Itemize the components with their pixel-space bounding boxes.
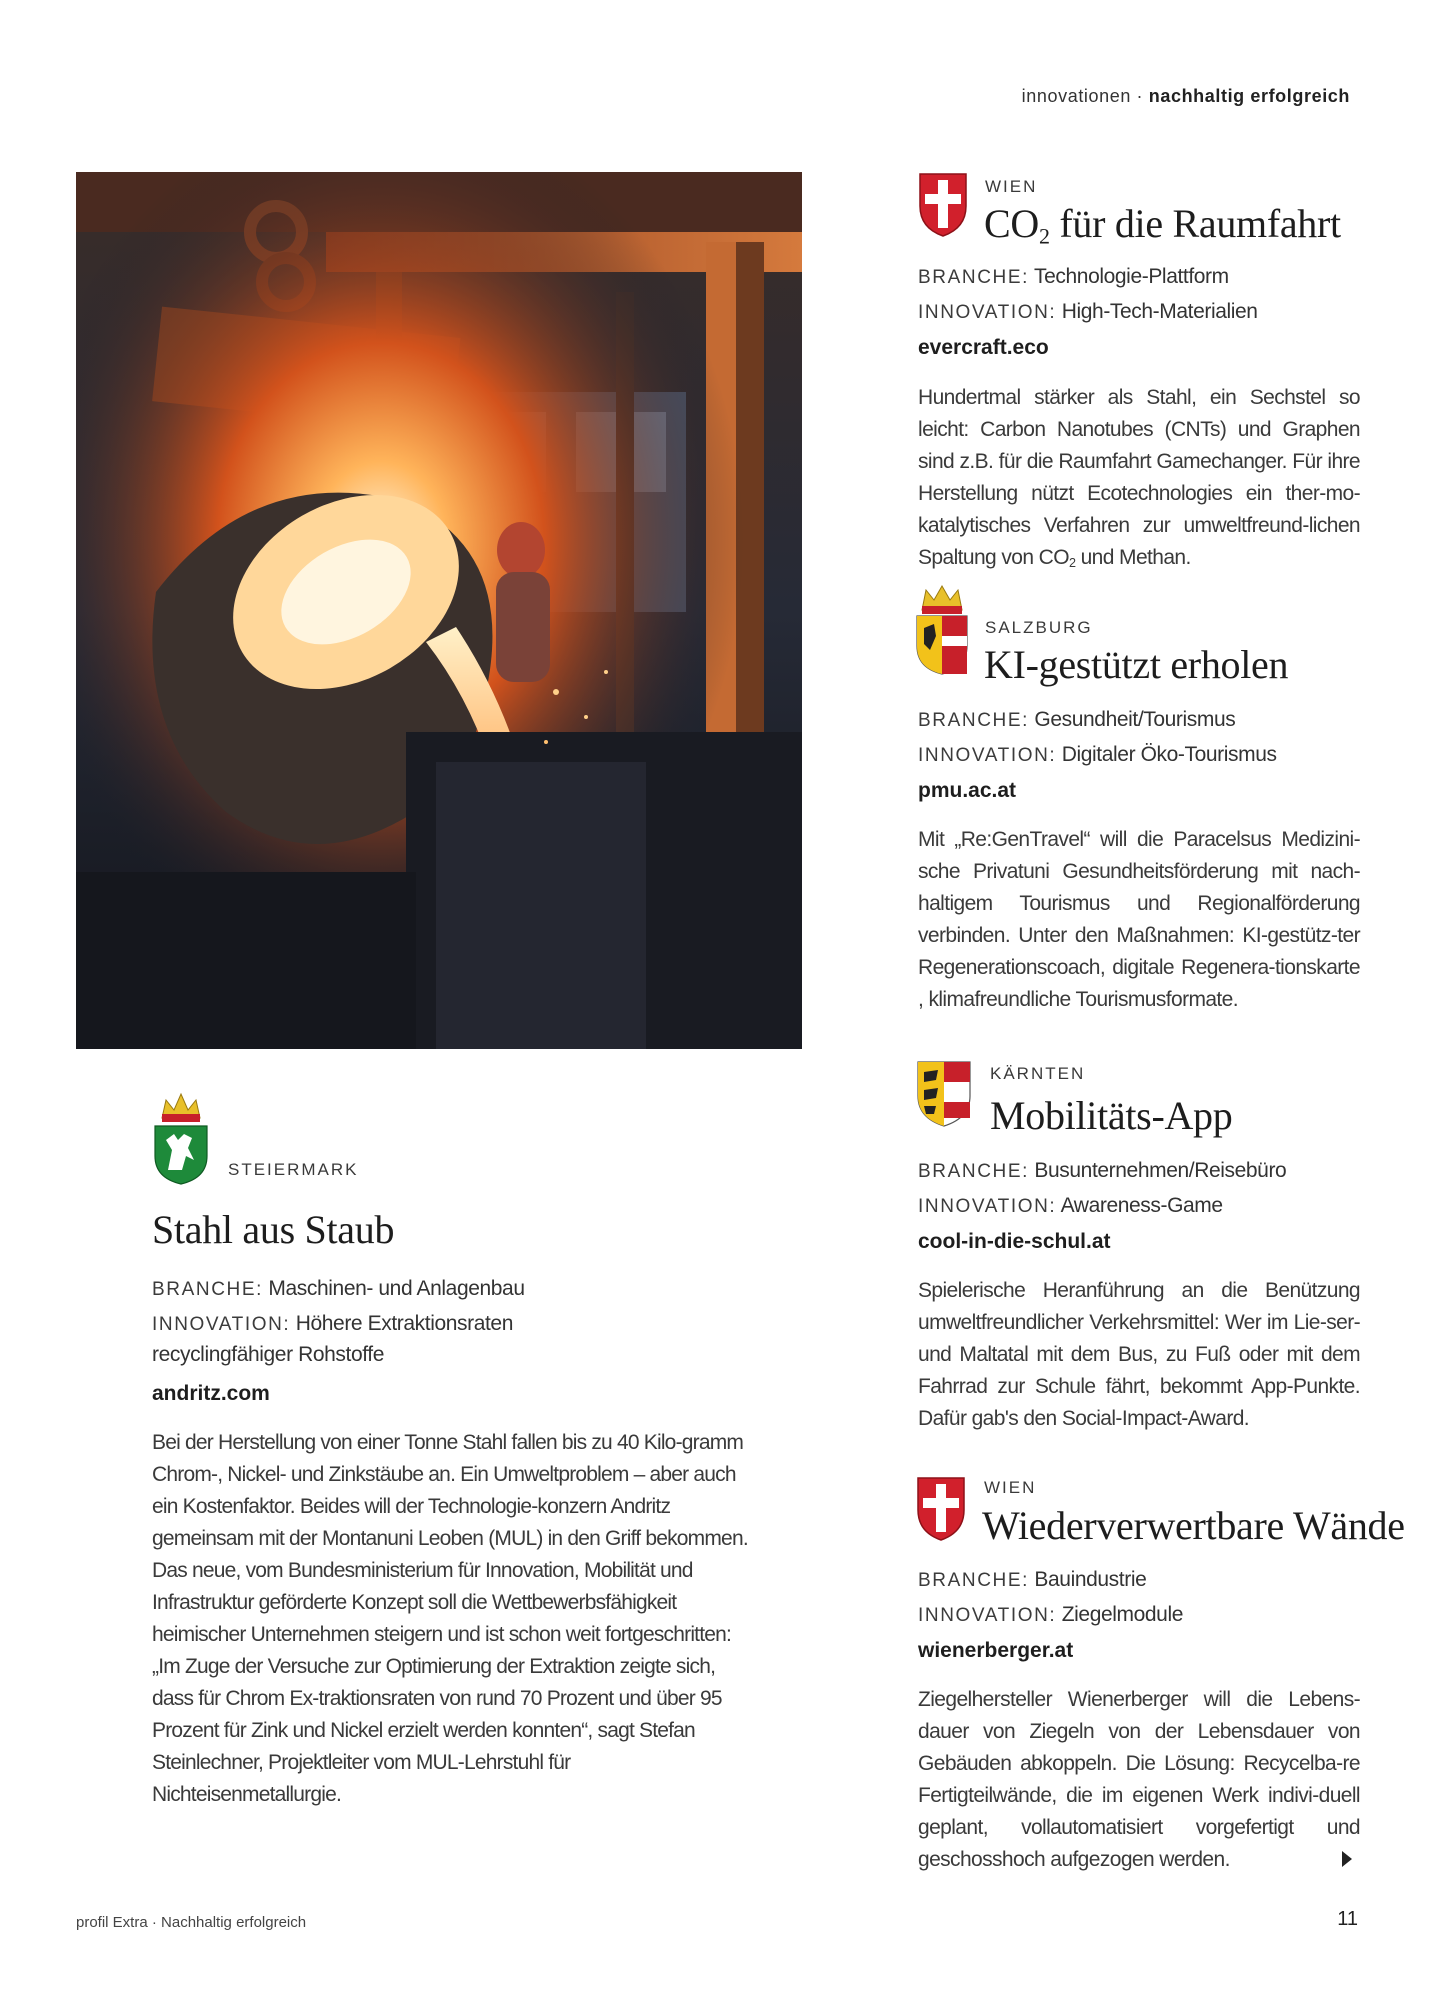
footer-publication: profil Extra · Nachhaltig erfolgreich — [76, 1914, 307, 1931]
header-section-bold: nachhaltig erfolgreich — [1148, 86, 1350, 106]
innovation-label: INNOVATION: — [152, 1314, 291, 1335]
innovation-value: High-Tech-Materialien — [1056, 300, 1258, 323]
steel-pouring-photo — [76, 172, 802, 1049]
article-meta — [918, 703, 1277, 773]
article-meta — [918, 1154, 1286, 1224]
wien-coat-of-arms-icon — [916, 1476, 966, 1542]
article-title: Wiederverwertbare Wände — [982, 1503, 1405, 1548]
region-label: KÄRNTEN — [990, 1064, 1086, 1083]
running-header — [1022, 86, 1350, 107]
innovation-value: Digitaler Öko-Tourismus — [1056, 743, 1277, 766]
article-body: Spielerische Heranführung an die Benützung umweltfreundlicher Verkehrsmittel: Wer im Lie-ser- und Maltatal mit dem Bus, zu Fuß oder mit dem Fahrrad zur Schule fährt, bekommt App-Punkte. Dafür gab's den Social-Impact-Award. — [918, 1279, 1360, 1430]
article-meta — [918, 1563, 1183, 1633]
region-label: WIEN — [985, 177, 1038, 196]
region-label: SALZBURG — [985, 618, 1093, 637]
innovation-value: Awareness-Game — [1056, 1194, 1223, 1217]
article-url[interactable]: andritz.com — [152, 1382, 270, 1405]
page-number: 11 — [1337, 1908, 1358, 1930]
innovation-label: INNOVATION: — [918, 745, 1057, 766]
steel-pouring-photo-icon — [76, 172, 802, 1049]
article-title: Mobilitäts-App — [990, 1093, 1233, 1138]
article-title: $CO_2$ für die Raumfahrt — [984, 201, 1341, 249]
innovation-value: Höhere Extraktionsraten recyclingfähiger Rohstoffe — [152, 1312, 513, 1366]
article-body: Bei der Herstellung von einer Tonne Stahl fallen bis zu 40 Kilo-gramm Chrom-, Nickel- und Zinkstäube an. Ein Umweltproblem – aber auch ein Kostenfaktor. Beides will der Technologie-konzern Andritz gemeinsam mit der Montanuni Leoben (MUL) in den Griff bekommen. Das neue, vom Bundesministerium für Innovation, Mobilität und Infrastruktur geförderte Konzept soll die Wettbewerbsfähigkeit heimischer Unternehmen steigern und ist schon weit fortgeschritten: „Im Zuge der Versuche zur Optimierung der Extraktion zeigte sich, dass für Chrom Ex-traktionsraten von rund 70 Prozent und über 95 Prozent für Zink und Nickel erzielt werden konnten“, sagt Stefan Steinlechner, Projektleiter vom MUL-Lehrstuhl für Nichteisenmetallurgie. — [152, 1431, 748, 1806]
wien-coat-of-arms-icon — [918, 172, 968, 238]
branche-value: Gesundheit/Tourismus — [1028, 708, 1236, 731]
branche-label: BRANCHE: — [918, 1570, 1029, 1591]
branche-label: BRANCHE: — [918, 1161, 1029, 1182]
kaernten-coat-of-arms-icon — [916, 1060, 972, 1128]
article-body: Mit „Re:GenTravel“ will die Paracelsus Medizini-sche Privatuni Gesundheitsförderung mit nach-haltigem Tourismus und Regionalförderung verbinden. Unter den Maßnahmen: KI-gestütz-ter Regenerationscoach, digitale Regenera-tionskarte , klimafreundliche Tourismusformate. — [918, 828, 1360, 1011]
innovation-label: INNOVATION: — [918, 1196, 1057, 1217]
branche-value: Technologie-Plattform — [1028, 265, 1229, 288]
article-meta — [152, 1274, 572, 1370]
header-section: innovationen · — [1021, 86, 1144, 106]
salzburg-coat-of-arms-icon — [914, 584, 970, 676]
innovation-label: INNOVATION: — [918, 1605, 1057, 1626]
branche-value: Bauindustrie — [1028, 1568, 1147, 1591]
steiermark-coat-of-arms-icon — [152, 1090, 210, 1186]
article-title: Stahl aus Staub — [152, 1207, 395, 1252]
article-meta — [918, 260, 1258, 330]
innovation-label: INNOVATION: — [918, 302, 1057, 323]
article-url[interactable]: cool-in-die-schul.at — [918, 1230, 1111, 1253]
branche-value: Busunternehmen/Reisebüro — [1028, 1159, 1287, 1182]
branche-label: BRANCHE: — [918, 710, 1029, 731]
article-body: Hundertmal stärker als Stahl, ein Sechstel so leicht: Carbon Nanotubes (CNTs) und Graphen sind z.B. für die Raumfahrt Gamechanger. Für ihre Herstellung nützt Ecotechnologies ein ther-mo-katalytisches Verfahren zur umweltfreund-lichen Spaltung von $CO_2$ und Methan. — [918, 386, 1360, 571]
article-url[interactable]: pmu.ac.at — [918, 779, 1017, 802]
continue-arrow-icon[interactable] — [1342, 1851, 1352, 1867]
article-url[interactable]: evercraft.eco — [918, 336, 1049, 359]
branche-value: Maschinen- und Anlagenbau — [262, 1277, 525, 1300]
article-url[interactable]: wienerberger.at — [918, 1639, 1074, 1662]
region-label: WIEN — [984, 1478, 1037, 1497]
branche-label: BRANCHE: — [918, 267, 1029, 288]
region-label: STEIERMARK — [228, 1160, 359, 1179]
article-title: KI-gestützt erholen — [984, 642, 1289, 687]
branche-label: BRANCHE: — [152, 1279, 263, 1300]
innovation-value: Ziegelmodule — [1056, 1603, 1184, 1626]
article-body: Ziegelhersteller Wienerberger will die Lebens-dauer von Ziegeln von der Lebensdauer von Gebäuden abkoppeln. Die Lösung: Recycelba-re Fertigteilwände, die im eigenen Werk indivi-duell geplant, vollautomatisiert vorgefertigt und geschosshoch aufgezogen werden. — [918, 1688, 1360, 1871]
